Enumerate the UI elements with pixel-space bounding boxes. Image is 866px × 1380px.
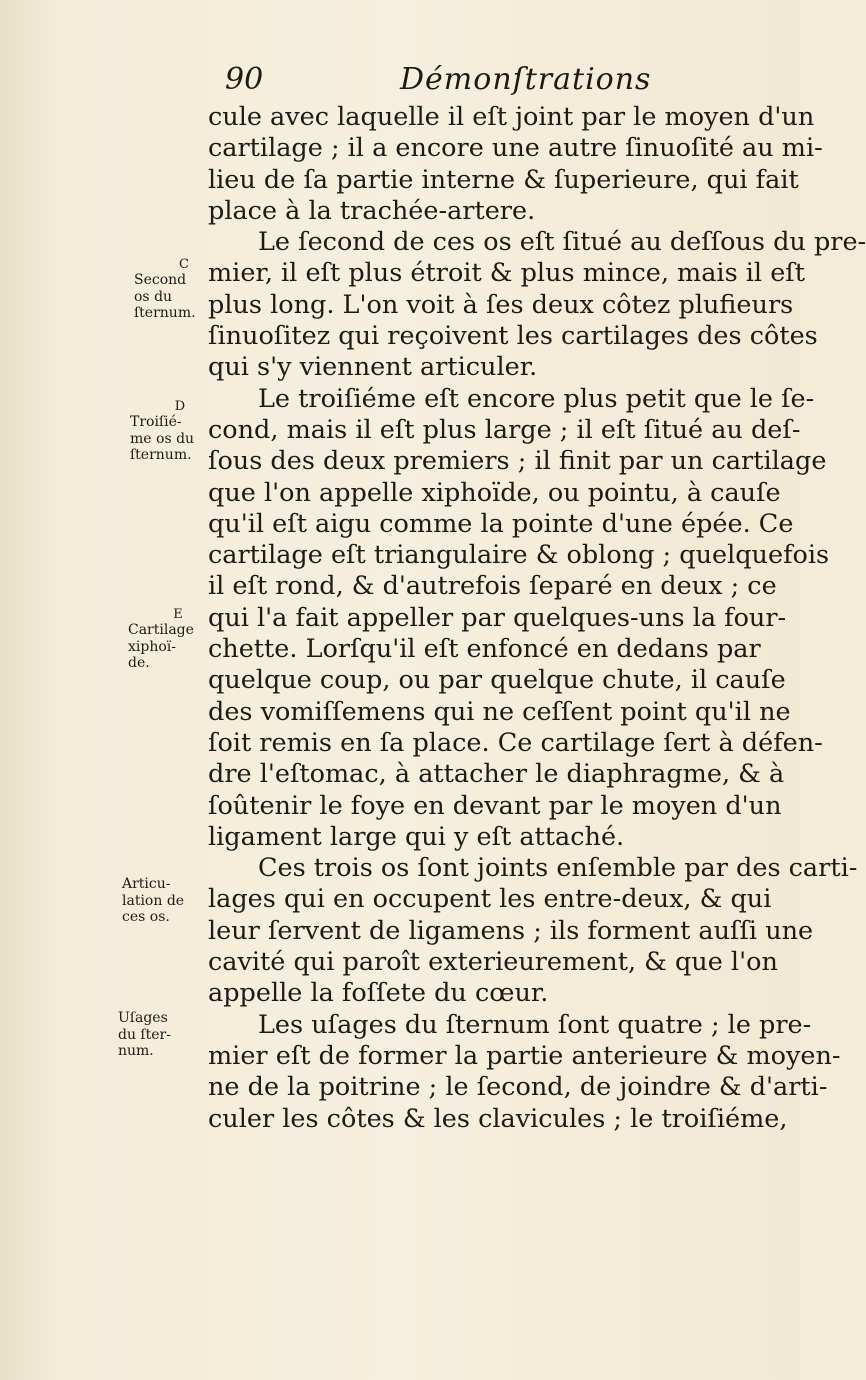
- margin-note-line: ces os.: [122, 909, 170, 925]
- text-line: ligament large qui y eſt attaché.: [208, 821, 625, 852]
- text-line: des vomiſſemens qui ne ceſſent point qu'il ne: [208, 696, 791, 727]
- text-line: que l'on appelle xiphoïde, ou pointu, à cauſe: [208, 477, 781, 508]
- text-line: ſinuoſitez qui reçoivent les cartilages des côtes: [208, 321, 818, 352]
- margin-note-line: ſternum.: [134, 305, 196, 321]
- text-line: cavité qui paroît exterieurement, & que l'on: [208, 947, 778, 978]
- text-line: ſous des deux premiers ; il finit par un cartilage: [208, 446, 827, 477]
- margin-note-line: Cartilage: [128, 622, 194, 638]
- body-text: [208, 102, 866, 1135]
- margin-note-line: Uſages: [118, 1010, 168, 1026]
- margin-note-letter: E: [173, 607, 183, 622]
- page-number: 90: [225, 62, 264, 97]
- text-line: ſoit remis en ſa place. Ce cartilage ſert à défen-: [208, 727, 823, 758]
- text-line: ſoûtenir le foye en devant par le moyen d'un: [208, 790, 782, 821]
- margin-note-line: os du: [134, 288, 173, 305]
- text-line: leur ſervent de ligamens ; ils forment auſſi une: [208, 915, 814, 946]
- margin-note-line: Troiſié-: [130, 414, 182, 430]
- text-line: cule avec laquelle il eſt joint par le moyen d'un: [208, 102, 815, 132]
- text-line: chette. Lorſqu'il eſt enfoncé en dedans par: [208, 634, 761, 665]
- margin-note-letter: D: [174, 399, 186, 414]
- text-line: mier eſt de former la partie anterieure & moyen-: [208, 1040, 841, 1071]
- text-line: cartilage eſt triangulaire & oblong ; quelquefois: [208, 540, 830, 571]
- text-line: cond, mais il eſt plus large ; il eſt ſitué au deſ-: [208, 414, 801, 445]
- text-line: qui l'a fait appeller par quelques-uns la four-: [208, 602, 787, 633]
- text-line: lieu de ſa partie interne & ſuperieure, qui fait: [208, 164, 799, 195]
- margin-note-letter: C: [179, 257, 189, 272]
- text-line: place à la trachée-artere.: [208, 195, 536, 226]
- text-line: qui s'y viennent articuler.: [208, 352, 538, 383]
- text-line: il eſt rond, & d'autrefois ſeparé en deux ; ce: [208, 571, 777, 602]
- text-line: Ces trois os ſont joints enſemble par des carti-: [258, 853, 858, 884]
- margin-note-articulation: [122, 876, 222, 926]
- margin-note-line: de.: [128, 655, 150, 671]
- text-line: appelle la foſſete du cœur.: [208, 978, 549, 1009]
- text-line: plus long. L'on voit à ſes deux côtez plufieurs: [208, 289, 794, 320]
- text-line: culer les côtes & les clavicules ; le troiſiéme,: [208, 1103, 788, 1134]
- running-title: Démonſtrations: [400, 62, 652, 97]
- margin-note-line: num.: [118, 1043, 154, 1059]
- text-line: ne de la poitrine ; le ſecond, de joindre & d'arti-: [208, 1072, 828, 1103]
- margin-note-line: lation de: [122, 892, 185, 909]
- text-line: Les uſages du ſternum ſont quatre ; le pre-: [258, 1009, 812, 1040]
- text-line: dre l'eſtomac, à attacher le diaphragme, & à: [208, 759, 785, 790]
- text-line: qu'il eſt aigu comme la pointe d'une épée. Ce: [208, 508, 794, 539]
- margin-note-line: du ſter-: [118, 1026, 171, 1043]
- text-line: mier, il eſt plus étroit & plus mince, mais il eſt: [208, 258, 805, 289]
- text-line: Le ſecond de ces os eſt ſitué au deſſous du pre-: [258, 227, 866, 258]
- margin-note-line: ſternum.: [130, 447, 192, 463]
- text-line: cartilage ; il a encore une autre ſinuoſité au mi-: [208, 133, 823, 164]
- text-line: Le troiſiéme eſt encore plus petit que le ſe-: [258, 383, 815, 414]
- margin-note-line: me os du: [130, 430, 195, 447]
- margin-note-usages: [118, 1010, 218, 1060]
- margin-note-line: Second: [134, 272, 187, 288]
- margin-note-line: Articu-: [122, 876, 171, 892]
- text-line: lages qui en occupent les entre-deux, & qui: [208, 884, 772, 915]
- page-header: [225, 62, 785, 102]
- margin-note-line: xiphoï-: [128, 638, 176, 655]
- text-line: quelque coup, ou par quelque chute, il cauſe: [208, 665, 786, 696]
